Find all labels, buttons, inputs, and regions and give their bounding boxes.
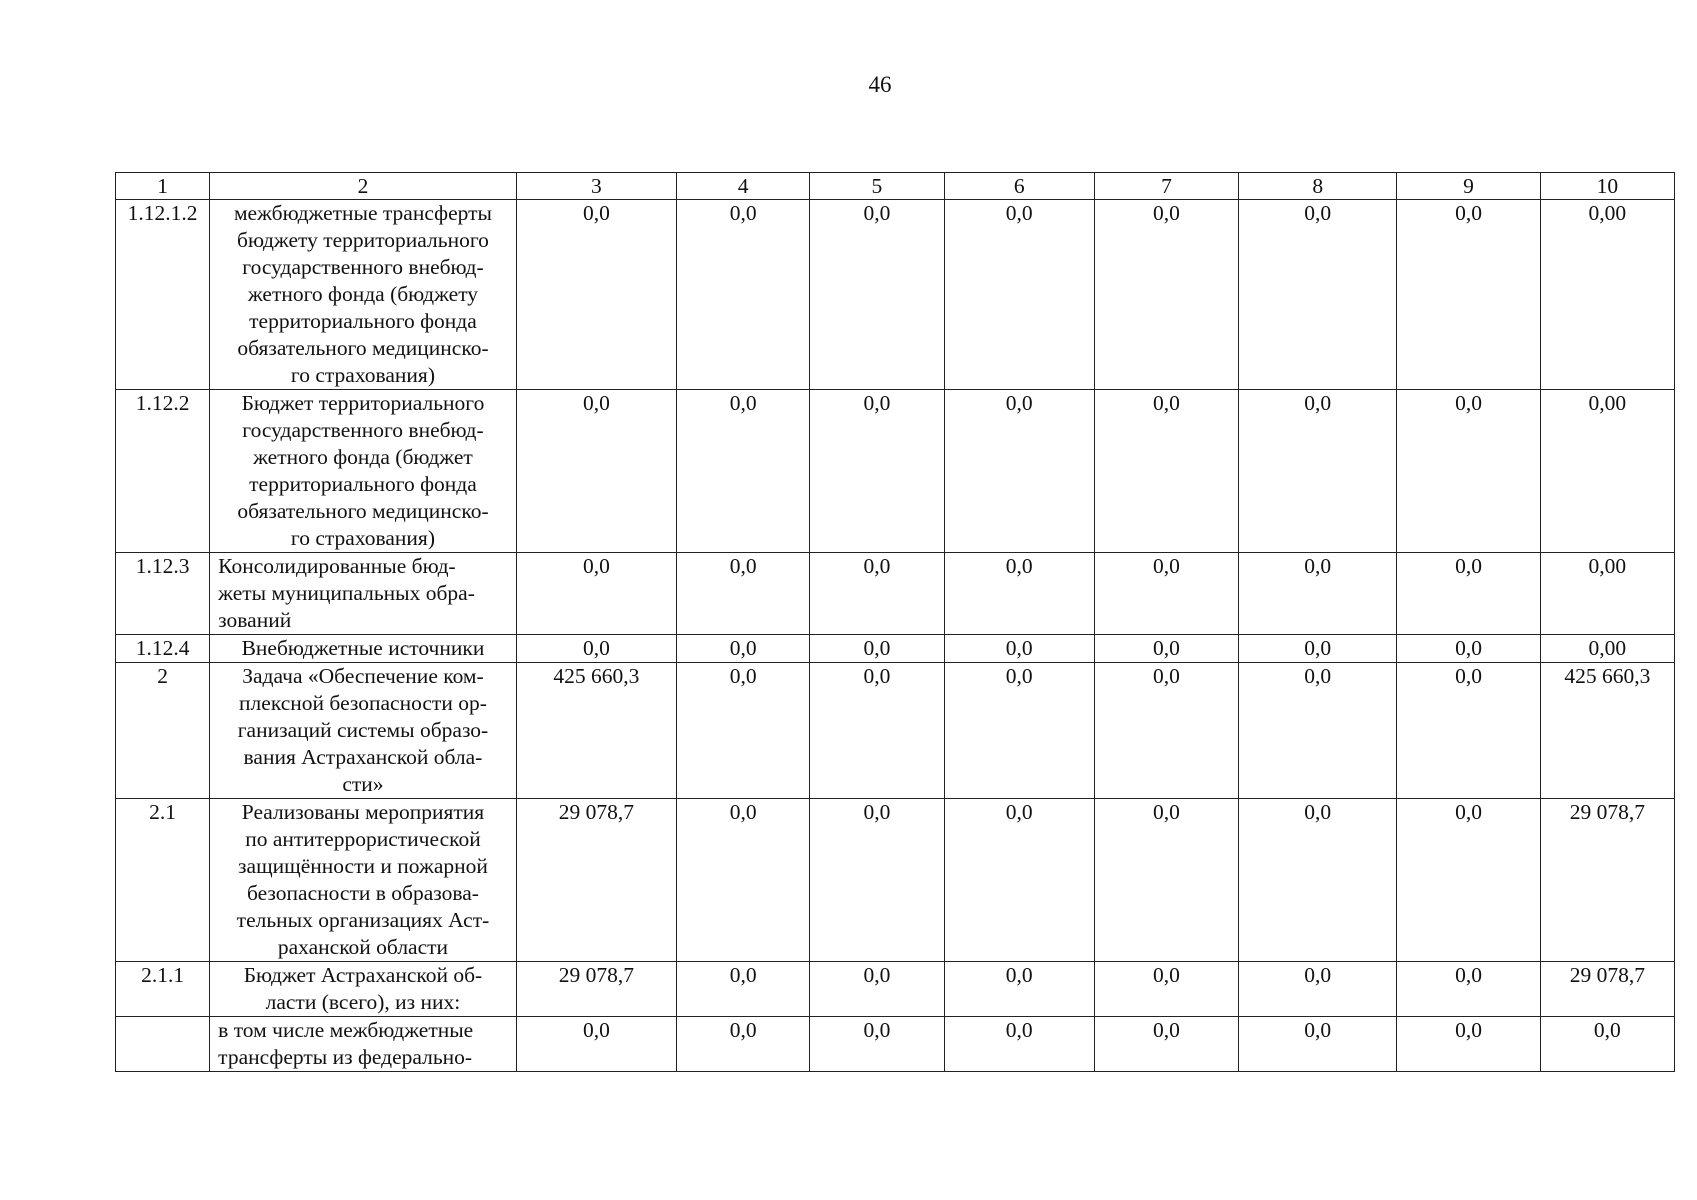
row-name <box>210 1017 517 1072</box>
column-number-9: 9 <box>1397 173 1540 200</box>
row-code: 2.1.1 <box>116 962 210 1017</box>
table-row <box>116 200 1675 390</box>
row-code: 1.12.1.2 <box>116 200 210 390</box>
column-number-3: 3 <box>516 173 676 200</box>
row-code: 2.1 <box>116 799 210 962</box>
row-code: 1.12.4 <box>116 635 210 663</box>
value-col-10: 0,0 <box>1540 1017 1674 1072</box>
value-col-3: 0,0 <box>516 200 676 390</box>
value-col-6: 0,0 <box>944 635 1094 663</box>
value-col-10: 29 078,7 <box>1540 799 1674 962</box>
table-row <box>116 553 1675 635</box>
value-col-7: 0,0 <box>1094 962 1238 1017</box>
value-col-6: 0,0 <box>944 390 1094 553</box>
row-name-text: Консолидированные бюд- жеты муниципальных обра- зований <box>218 554 475 632</box>
table-row <box>116 390 1675 553</box>
value-col-7: 0,0 <box>1094 553 1238 635</box>
value-col-5: 0,0 <box>810 663 944 799</box>
value-col-7: 0,0 <box>1094 390 1238 553</box>
row-code: 2 <box>116 663 210 799</box>
value-col-8: 0,0 <box>1239 390 1397 553</box>
value-col-5: 0,0 <box>810 635 944 663</box>
value-col-10: 0,00 <box>1540 200 1674 390</box>
value-col-9: 0,0 <box>1397 553 1540 635</box>
row-name-text: Внебюджетные источники <box>241 636 485 660</box>
column-number-5: 5 <box>810 173 944 200</box>
column-number-4: 4 <box>677 173 810 200</box>
table-row <box>116 1017 1675 1072</box>
page-number: 46 <box>868 72 892 97</box>
value-col-8: 0,0 <box>1239 663 1397 799</box>
value-col-8: 0,0 <box>1239 962 1397 1017</box>
row-name <box>210 553 517 635</box>
value-col-5: 0,0 <box>810 553 944 635</box>
value-col-3: 0,0 <box>516 1017 676 1072</box>
row-code <box>116 1017 210 1072</box>
row-code: 1.12.2 <box>116 390 210 553</box>
value-col-7: 0,0 <box>1094 200 1238 390</box>
value-col-4: 0,0 <box>677 635 810 663</box>
value-col-3: 425 660,3 <box>516 663 676 799</box>
row-name-text: Бюджет Астраханской об- ласти (всего), из них: <box>243 963 483 1014</box>
value-col-9: 0,0 <box>1397 663 1540 799</box>
row-name-text: межбюджетные трансферты бюджету территориального государственного внебюд- жетного фонда (бюджету территориального фонда обязательного медицинско- го страхования) <box>233 201 492 387</box>
value-col-9: 0,0 <box>1397 962 1540 1017</box>
value-col-7: 0,0 <box>1094 1017 1238 1072</box>
value-col-9: 0,0 <box>1397 200 1540 390</box>
value-col-8: 0,0 <box>1239 1017 1397 1072</box>
value-col-3: 0,0 <box>516 553 676 635</box>
value-col-8: 0,0 <box>1239 635 1397 663</box>
column-number-10: 10 <box>1540 173 1674 200</box>
value-col-9: 0,0 <box>1397 390 1540 553</box>
value-col-9: 0,0 <box>1397 1017 1540 1072</box>
value-col-7: 0,0 <box>1094 799 1238 962</box>
value-col-9: 0,0 <box>1397 635 1540 663</box>
column-number-6: 6 <box>944 173 1094 200</box>
row-name-text: Бюджет территориального государственного внебюд- жетного фонда (бюджет территориального фонда обязательного медицинско- го страхования) <box>237 391 489 550</box>
column-number-8: 8 <box>1239 173 1397 200</box>
row-name <box>210 962 517 1017</box>
value-col-4: 0,0 <box>677 1017 810 1072</box>
value-col-3: 29 078,7 <box>516 962 676 1017</box>
table-row <box>116 635 1675 663</box>
table-body <box>116 200 1675 1072</box>
value-col-10: 0,00 <box>1540 635 1674 663</box>
value-col-6: 0,0 <box>944 663 1094 799</box>
value-col-9: 0,0 <box>1397 799 1540 962</box>
row-name <box>210 663 517 799</box>
value-col-5: 0,0 <box>810 200 944 390</box>
value-col-10: 0,00 <box>1540 553 1674 635</box>
column-number-2: 2 <box>210 173 517 200</box>
value-col-5: 0,0 <box>810 799 944 962</box>
column-number-7: 7 <box>1094 173 1238 200</box>
value-col-6: 0,0 <box>944 962 1094 1017</box>
value-col-6: 0,0 <box>944 200 1094 390</box>
column-number-1: 1 <box>116 173 210 200</box>
column-number-row <box>116 173 1675 200</box>
row-name <box>210 390 517 553</box>
value-col-7: 0,0 <box>1094 635 1238 663</box>
row-name <box>210 635 517 663</box>
value-col-4: 0,0 <box>677 799 810 962</box>
value-col-10: 29 078,7 <box>1540 962 1674 1017</box>
row-code: 1.12.3 <box>116 553 210 635</box>
row-name <box>210 799 517 962</box>
table-row <box>116 799 1675 962</box>
value-col-4: 0,0 <box>677 390 810 553</box>
value-col-6: 0,0 <box>944 1017 1094 1072</box>
row-name <box>210 200 517 390</box>
value-col-4: 0,0 <box>677 962 810 1017</box>
value-col-5: 0,0 <box>810 390 944 553</box>
row-name-text: в том числе межбюджетные трансферты из федерально- <box>218 1018 474 1069</box>
value-col-10: 425 660,3 <box>1540 663 1674 799</box>
value-col-6: 0,0 <box>944 799 1094 962</box>
budget-table <box>115 172 1675 1072</box>
value-col-4: 0,0 <box>677 663 810 799</box>
row-name-text: Задача «Обеспечение ком- плексной безопасности ор- ганизаций системы образо- вания Астраханской обла- сти» <box>237 664 489 796</box>
value-col-3: 0,0 <box>516 635 676 663</box>
row-name-text: Реализованы мероприятия по антитеррористической защищённости и пожарной безопасности в образова- тельных организациях Аст- раханской области <box>236 800 490 959</box>
table-row <box>116 663 1675 799</box>
value-col-7: 0,0 <box>1094 663 1238 799</box>
value-col-8: 0,0 <box>1239 200 1397 390</box>
value-col-8: 0,0 <box>1239 553 1397 635</box>
value-col-5: 0,0 <box>810 1017 944 1072</box>
table-row <box>116 962 1675 1017</box>
value-col-8: 0,0 <box>1239 799 1397 962</box>
value-col-4: 0,0 <box>677 200 810 390</box>
value-col-3: 29 078,7 <box>516 799 676 962</box>
value-col-10: 0,00 <box>1540 390 1674 553</box>
value-col-6: 0,0 <box>944 553 1094 635</box>
value-col-4: 0,0 <box>677 553 810 635</box>
value-col-3: 0,0 <box>516 390 676 553</box>
value-col-5: 0,0 <box>810 962 944 1017</box>
